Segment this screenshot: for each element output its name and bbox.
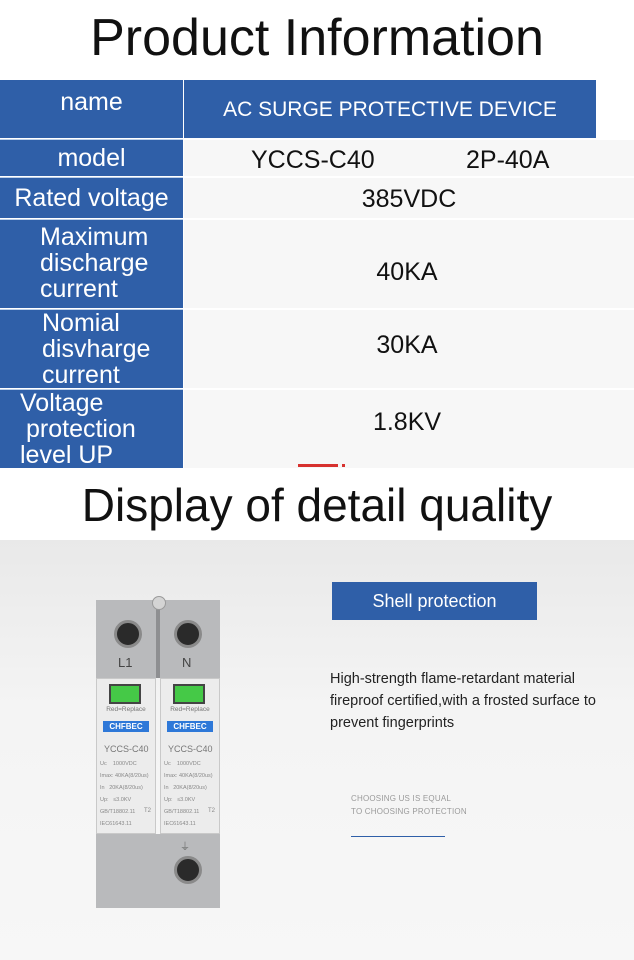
spec-std1: GB/T18802.11 [100,809,136,815]
t2-mark: T2 [208,808,216,814]
spec-up-label: Up: [100,797,109,803]
spec-label-voltage-protection [0,390,183,468]
red-accent-dot [342,464,345,467]
status-window-icon [173,684,205,704]
spec-value-model-variant: 2P-40A [466,146,550,174]
device-seam [156,600,160,678]
page-title: Product Information [90,9,544,67]
spec-value-max-discharge: 40KA [184,220,634,308]
spec-imax: Imax: 40KA(8/20us) [100,773,149,779]
spec-in-label: In [164,785,169,791]
spec-table [0,80,634,468]
spec-label-rated-voltage: Rated voltage [0,178,183,218]
label-line: Voltage [20,389,104,417]
screw-terminal-icon [114,620,142,648]
section-title: Display of detail quality [81,479,553,531]
spec-imax: Imax: 40KA(8/20us) [164,773,213,779]
pole-label: L1 [118,655,133,670]
spec-label-model: model [0,140,183,176]
spec-value-name: AC SURGE PROTECTIVE DEVICE [184,80,596,138]
spec-value-model: YCCS-C40 [251,146,375,174]
label-line: level UP [20,441,114,469]
label-line: Nomial [42,309,120,337]
device-spec-text [164,758,218,830]
label-line: current [40,275,118,303]
spec-up-value: ≤3.0KV [177,797,196,803]
spec-up-value: ≤3.0KV [113,797,132,803]
device-image [96,600,220,908]
device-spec-text [100,758,154,830]
t2-mark: T2 [144,808,152,814]
brand-badge: CHFBEC [103,721,149,732]
device-model-text: YCCS-C40 [104,744,149,754]
spec-uc-label: Uc [164,761,171,767]
spec-uc-value: 1000VDC [112,761,137,767]
tagline-line-1: CHOOSING US IS EQUAL [351,794,452,803]
red-replace-text: Red=Replace [106,706,146,713]
spec-value-model-row [184,140,634,176]
spec-up-label: Up: [164,797,173,803]
ground-symbol-icon: ⏚ [180,842,190,853]
tagline-underline [351,836,445,837]
spec-in-value: 20KA(8/20us) [173,785,207,791]
spec-label-max-discharge [0,220,183,308]
status-window-icon [109,684,141,704]
device-model-text: YCCS-C40 [168,744,213,754]
spec-std2: IEC61643.11 [100,821,132,827]
spec-std2: IEC61643.11 [164,821,196,827]
shell-protection-badge: Shell protection [332,582,537,620]
screw-terminal-icon [174,620,202,648]
brand-badge: CHFBEC [167,721,213,732]
spec-std1: GB/T18802.11 [164,809,200,815]
spec-in-value: 20KA(8/20us) [109,785,143,791]
label-line: protection [26,415,136,443]
spec-uc-value: 1000VDC [176,761,201,767]
screw-terminal-icon [174,856,202,884]
spec-in-label: In [100,785,105,791]
label-line: disvharge [42,335,151,363]
feature-description: High-strength flame-retardant material fireproof certified,with a frosted surface to prevent fingerprints [330,671,596,731]
device-clip [152,596,166,610]
red-replace-text: Red=Replace [170,706,210,713]
label-line: current [42,361,120,389]
label-line: Maximum [40,223,149,251]
spec-label-name: name [0,80,183,138]
spec-label-nominal-discharge [0,310,183,388]
tagline-line-2: TO CHOOSING PROTECTION [351,807,467,816]
spec-value-nominal-discharge: 30KA [184,310,634,388]
red-accent-bar [298,464,338,467]
spec-value-rated-voltage: 385VDC [184,178,634,218]
label-line: discharge [40,249,149,277]
pole-label: N [182,655,192,670]
spec-uc-label: Uc [100,761,107,767]
spec-value-voltage-protection: 1.8KV [184,390,634,468]
